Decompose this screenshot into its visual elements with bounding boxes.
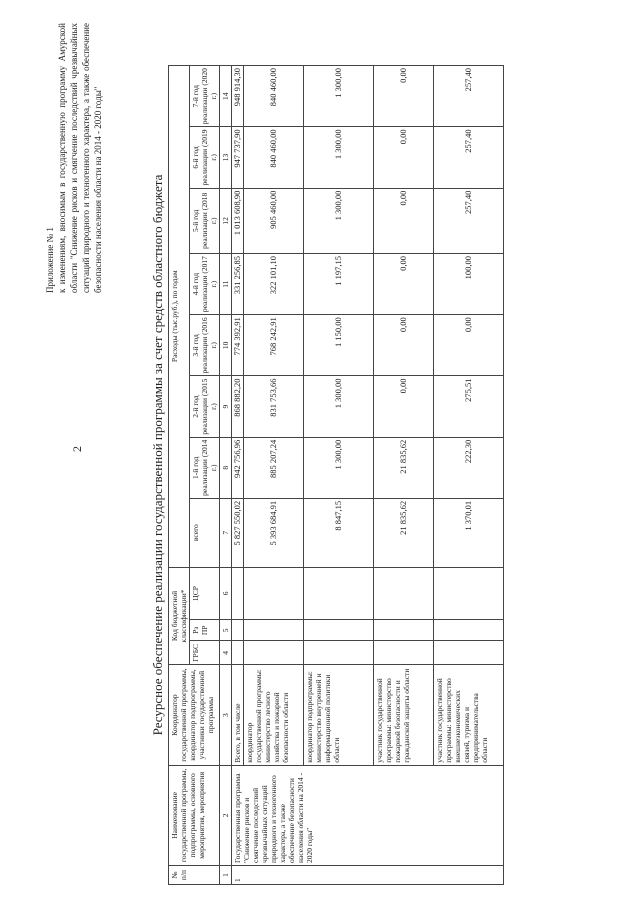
- table-row: [434, 66, 504, 885]
- col-number: 11: [220, 254, 232, 315]
- appendix-text: к изменениям, вносимым в государственную программу Амурской области "Снижение рисков и смягчение последствий чрезвычайных ситуаций природного и техногенного характера, а также обеспечение безопасности населения области на 2014 - 2020 годы": [57, 23, 103, 293]
- header-year-3: 3-й год реализации (2016 г.): [190, 315, 220, 376]
- document-title: Ресурсное обеспечение реализации государственной программы за счет средств областного бюджета: [150, 174, 165, 736]
- header-rzpr: Рз ПР: [190, 620, 220, 641]
- row-y6: 840 460,00: [244, 127, 304, 188]
- row-y1: 942 756,96: [232, 437, 244, 498]
- col-number: 1: [220, 866, 232, 885]
- table-row: [304, 66, 374, 885]
- row-y3: 768 242,91: [244, 315, 304, 376]
- row-y7: 0,00: [374, 66, 434, 127]
- header-year-5: 5-й год реализации (2018 г.): [190, 188, 220, 253]
- row-y4: 331 256,85: [232, 254, 244, 315]
- header-num: № п/п: [169, 866, 220, 885]
- row-coord: координатор подпрограммы: министерство внутренней и информационной политики области: [304, 665, 374, 765]
- col-number: 6: [220, 567, 232, 620]
- row-y7: 840 460,00: [244, 66, 304, 127]
- row-y1: 21 835,62: [374, 437, 434, 498]
- row-y5: 905 460,00: [244, 188, 304, 253]
- row-y5: 257,40: [434, 188, 504, 253]
- table-row: [232, 66, 244, 885]
- row-y2: 275,51: [434, 376, 504, 437]
- row-total: 1 370,01: [434, 498, 504, 567]
- row-y2: 868 882,20: [232, 376, 244, 437]
- header-expenses: Расходы (тыс.руб.), по годам: [169, 66, 190, 568]
- header-year-7: 7-й год реализации (2020 г.): [190, 66, 220, 127]
- col-number: 14: [220, 66, 232, 127]
- appendix-title: Приложение № 1: [45, 227, 55, 293]
- row-y3: 774 392,91: [232, 315, 244, 376]
- page-number: 2: [70, 446, 84, 452]
- table-row: [374, 66, 434, 885]
- row-coord: участник государственной программы: министерство внешнеэкономических связей, туризма и предпринимательства области: [434, 665, 504, 765]
- row-y4: 322 101,10: [244, 254, 304, 315]
- row-y1: 222,30: [434, 437, 504, 498]
- row-y2: 831 753,66: [244, 376, 304, 437]
- header-year-4: 4-й год реализации (2017 г.): [190, 254, 220, 315]
- header-coord: Координатор государственной программы, координатор подпрограммы, участники государственной программы: [169, 665, 220, 765]
- col-number: 3: [220, 665, 232, 765]
- col-number: 7: [220, 498, 232, 567]
- row-y3: 1 150,00: [304, 315, 374, 376]
- row-y1: 885 207,24: [244, 437, 304, 498]
- col-number: 5: [220, 620, 232, 641]
- row-total: 21 835,62: [374, 498, 434, 567]
- row-y3: 0,00: [434, 315, 504, 376]
- column-number-row: [220, 66, 232, 885]
- col-number: 2: [220, 765, 232, 865]
- row-y5: 0,00: [374, 188, 434, 253]
- row-y5: 1 013 608,90: [232, 188, 244, 253]
- row-y7: 948 914,30: [232, 66, 244, 127]
- col-number: 8: [220, 437, 232, 498]
- row-y5: 1 300,00: [304, 188, 374, 253]
- row-y2: 0,00: [374, 376, 434, 437]
- header-csr: ЦСР: [190, 567, 220, 620]
- program-number: 1: [232, 866, 504, 885]
- appendix-note: [44, 23, 104, 293]
- row-y7: 257,40: [434, 66, 504, 127]
- col-number: 9: [220, 376, 232, 437]
- header-year-1: 1-й год реализации (2014 г.): [190, 437, 220, 498]
- col-number: 12: [220, 188, 232, 253]
- row-y3: 0,00: [374, 315, 434, 376]
- row-y6: 0,00: [374, 127, 434, 188]
- row-total: 8 847,15: [304, 498, 374, 567]
- row-y2: 1 300,00: [304, 376, 374, 437]
- row-y7: 1 300,00: [304, 66, 374, 127]
- row-coord: участник государственной программы: министерство пожарной безопасности и гражданской защиты области: [374, 665, 434, 765]
- row-total: 5 393 684,91: [244, 498, 304, 567]
- row-y1: 1 300,00: [304, 437, 374, 498]
- col-number: 4: [220, 641, 232, 665]
- col-number: 13: [220, 127, 232, 188]
- header-row-1: [169, 66, 190, 885]
- table-row: [244, 66, 304, 885]
- program-name: Государственная программа "Снижение рисков и смягчение последствий чрезвычайных ситуаций природного и техногенного характера, а также обеспечение безопасности населения области на 2014 - 2020 годы": [232, 765, 504, 865]
- header-year-6: 6-й год реализации (2019 г.): [190, 127, 220, 188]
- header-total: всего: [190, 498, 220, 567]
- header-budget-code: Код бюджетной классификации*: [169, 567, 190, 665]
- row-coord: Всего, в том числе: [232, 665, 244, 765]
- row-y4: 0,00: [374, 254, 434, 315]
- header-grbs: ГРБС: [190, 641, 220, 665]
- row-y6: 1 300,00: [304, 127, 374, 188]
- row-y6: 947 737,90: [232, 127, 244, 188]
- row-y4: 100,00: [434, 254, 504, 315]
- header-year-2: 2-й год реализации (2015 г.): [190, 376, 220, 437]
- col-number: 10: [220, 315, 232, 376]
- row-y6: 257,40: [434, 127, 504, 188]
- header-name: Наименование государственной программы, подпрограммы, основного мероприятия, мероприятия: [169, 765, 220, 865]
- row-coord: координатор государственной программы: министерство лесного хозяйства и пожарной безопасности области: [244, 665, 304, 765]
- row-y4: 1 197,15: [304, 254, 374, 315]
- budget-table: [168, 65, 504, 885]
- row-total: 5 827 550,02: [232, 498, 244, 567]
